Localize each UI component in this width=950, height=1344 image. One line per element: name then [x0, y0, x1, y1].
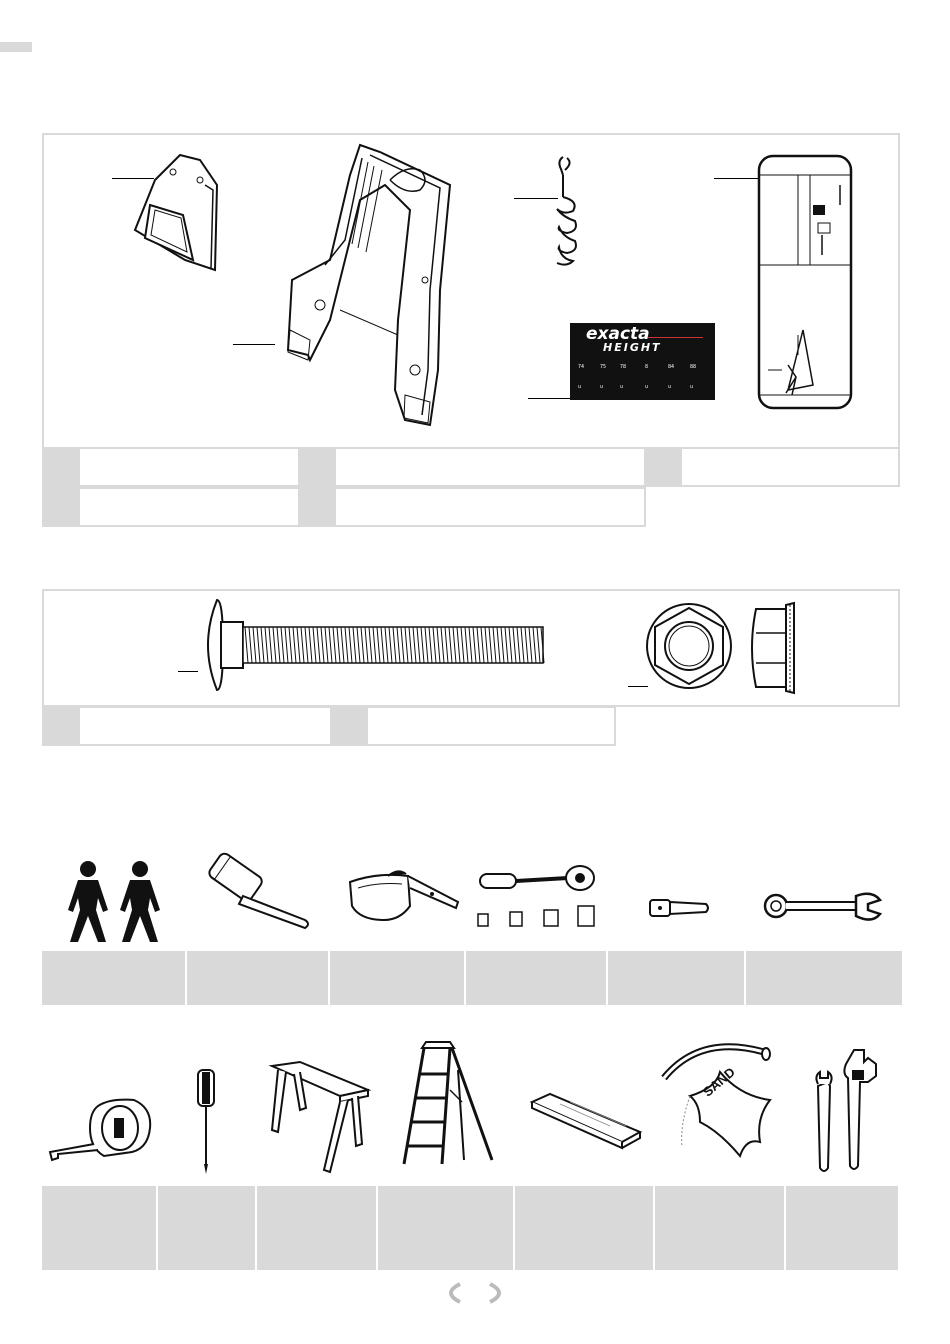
page-nav-arrows-icon [440, 1282, 510, 1304]
sawhorse-icon [270, 1060, 370, 1172]
carriage-bolt-icon [205, 600, 550, 690]
callout-line-warning-label [714, 178, 758, 179]
svg-text:75: 75 [600, 364, 607, 370]
svg-text:u: u [668, 384, 672, 390]
step-ladder-icon [402, 1040, 494, 1166]
tape-measure-icon [50, 1098, 154, 1164]
parts-legend-5 [298, 487, 646, 527]
callout-line-bolt [178, 671, 198, 672]
tool-label-tape [42, 1186, 158, 1270]
svg-text:8: 8 [645, 364, 649, 370]
tool-label-board [515, 1186, 655, 1270]
tool-label-adjustable-wrench [786, 1186, 898, 1270]
bracket-cap-icon [125, 150, 225, 275]
tool-label-two-people [42, 951, 187, 1005]
hardware-legend-2 [330, 706, 616, 746]
svg-text:u: u [645, 384, 649, 390]
svg-text:u: u [600, 384, 604, 390]
flange-nut-side-icon [748, 603, 800, 693]
callout-line-a-frame [233, 344, 275, 345]
svg-text:88: 88 [690, 364, 697, 370]
callout-line-sticker [528, 398, 570, 399]
warning-label-icon [758, 155, 853, 410]
tool-label-mallet [187, 951, 330, 1005]
svg-text:78: 78 [620, 364, 627, 370]
a-frame-bracket-icon [280, 140, 460, 430]
sand-bag-label: SAND [700, 1064, 738, 1100]
adjustable-wrench-icon [810, 1048, 882, 1174]
svg-text:84: 84 [668, 364, 675, 370]
tool-label-hose-sand [655, 1186, 786, 1270]
tool-label-ladder [378, 1186, 515, 1270]
spring-hook-icon [545, 155, 585, 270]
parts-legend-2 [298, 447, 646, 487]
hardware-legend-1 [42, 706, 332, 746]
sticker-brand-line2: HEIGHT [603, 341, 662, 354]
svg-text:u: u [620, 384, 624, 390]
mallet-icon [205, 858, 313, 930]
parts-legend-1 [42, 447, 300, 487]
page-corner-tab [0, 42, 32, 52]
tool-label-socket-set [466, 951, 608, 1005]
flange-nut-front-icon [643, 602, 735, 690]
combination-wrench-icon [762, 892, 882, 922]
svg-text:u: u [690, 384, 694, 390]
tool-label-sawhorse [257, 1186, 378, 1270]
two-people-icon [58, 860, 170, 942]
tool-label-safety-glasses [330, 951, 466, 1005]
svg-text:u: u [578, 384, 582, 390]
parts-legend-3 [644, 447, 900, 487]
tools-row2-label-bar [42, 1186, 898, 1270]
tools-row1-label-bar [42, 951, 902, 1005]
tool-label-extension [608, 951, 746, 1005]
safety-glasses-icon [348, 866, 460, 928]
socket-extension-icon [648, 896, 710, 920]
wood-board-icon [530, 1092, 642, 1150]
parts-legend-4 [42, 487, 300, 527]
tool-label-screwdriver [158, 1186, 257, 1270]
sticker-brand-line1: exacta [586, 324, 650, 344]
tool-label-wrench [746, 951, 902, 1005]
socket-wrench-set-icon [470, 862, 605, 934]
screwdriver-icon [193, 1068, 219, 1176]
svg-text:74: 74 [578, 364, 585, 370]
garden-hose-sand-icon [660, 1034, 778, 1160]
